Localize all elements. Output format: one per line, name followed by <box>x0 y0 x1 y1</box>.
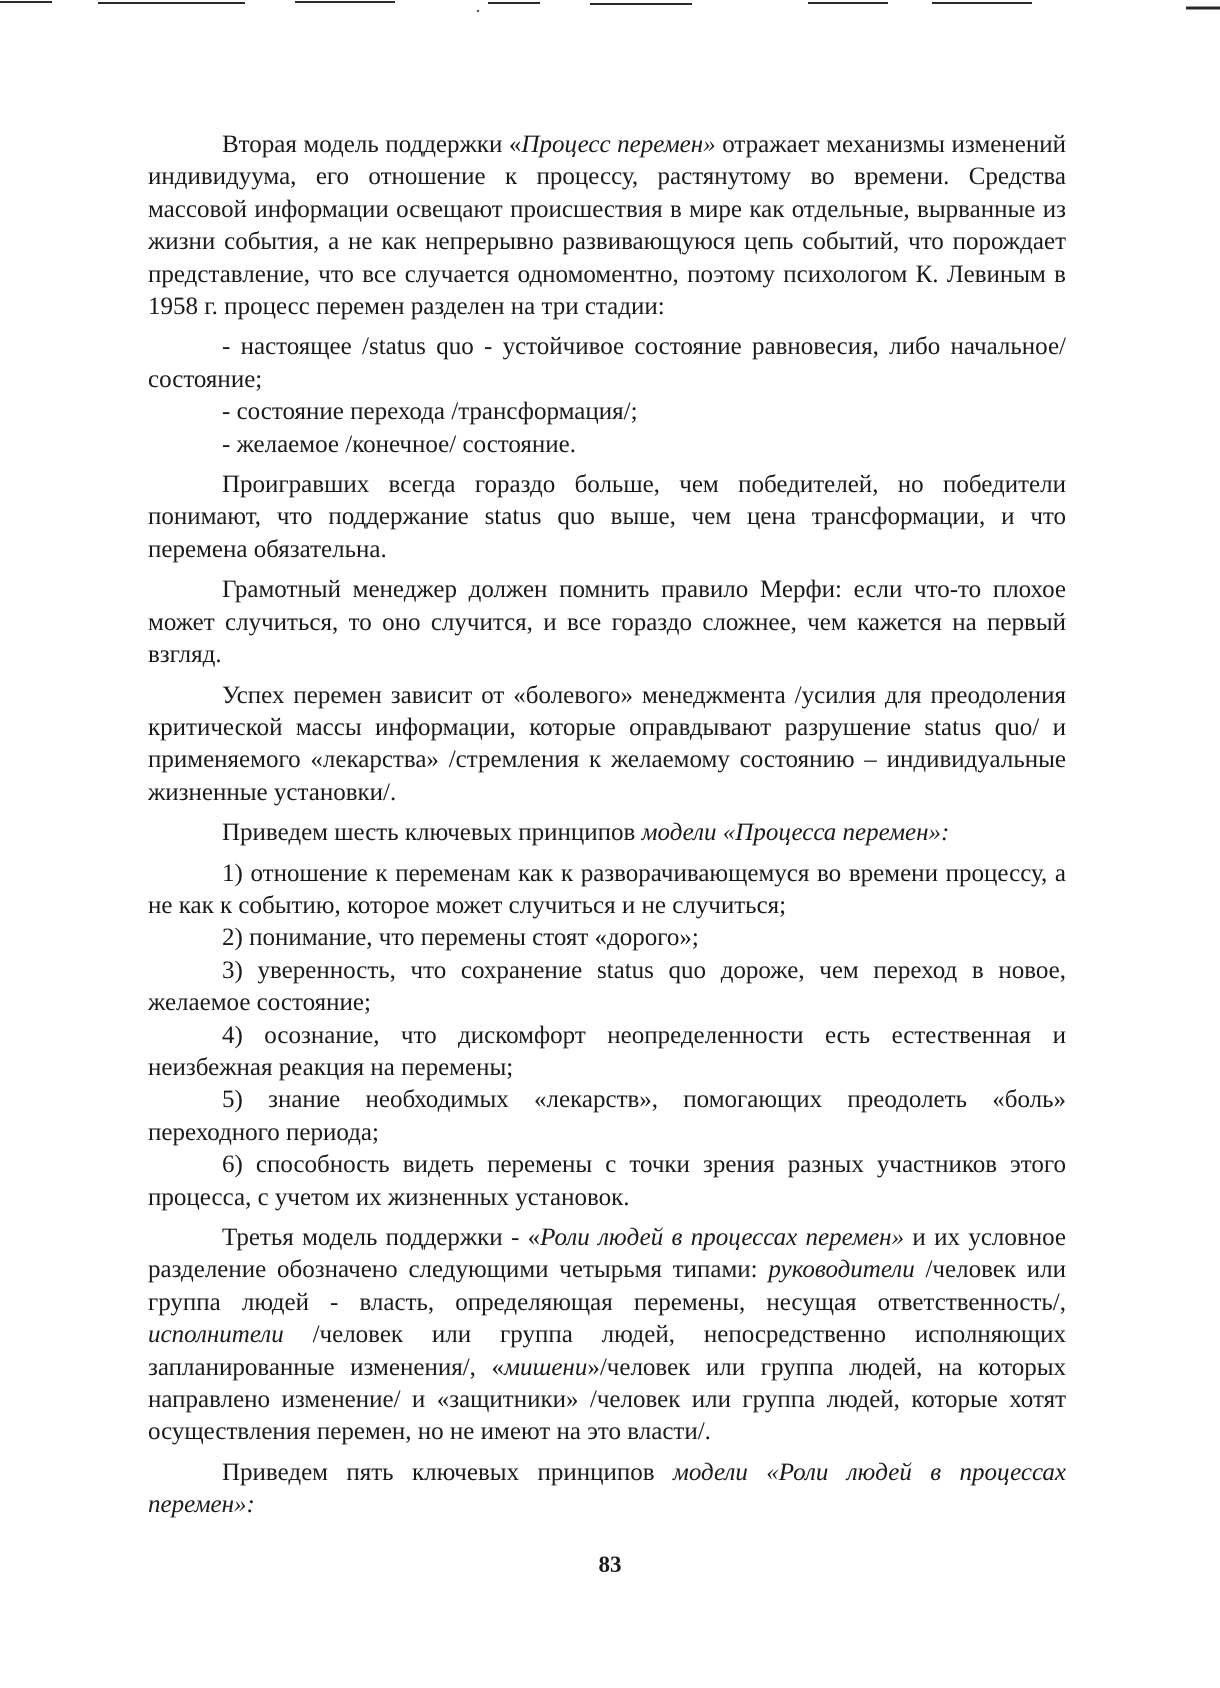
italic-text: мишени <box>504 1353 588 1381</box>
text-run: Приведем шесть ключевых принципов <box>222 819 642 847</box>
paragraph <box>148 1084 1066 1149</box>
paragraph <box>148 858 1066 923</box>
text-run: Грамотный менеджер должен помнить правило Мерфи: если что-то плохое может случиться, то оно случится, и все гораздо сложнее, чем кажется на первый взгляд. <box>148 576 1066 669</box>
text-run: Приведем пять ключевых принципов <box>222 1458 673 1486</box>
page-number: 83 <box>598 1552 622 1577</box>
paragraph <box>148 469 1066 566</box>
paragraph <box>148 129 1066 323</box>
text-run: 5) знание необходимых «лекарств», помогающих преодолеть «боль» переходного периода; <box>148 1086 1066 1146</box>
italic-text: Роли людей в процессах перемен» <box>540 1224 905 1251</box>
text-run: Третья модель поддержки - « <box>222 1224 541 1251</box>
paragraph <box>148 574 1066 671</box>
text-run: Успех перемен зависит от «болевого» менеджмента /усилия для преодоления критической массы информации, которые оправдывают разрушение status quo/ и применяемого «лекарства» /стремления к желаемому состоянию – индивидуальные жизненные установки/. <box>148 681 1066 806</box>
paragraph <box>148 1020 1066 1085</box>
paragraph <box>148 396 1066 428</box>
text-run: 4) осознание, что дискомфорт неопределенности есть естественная и неизбежная реакция на перемены; <box>148 1021 1066 1081</box>
text-run: - настоящее /status quo - устойчивое состояние равновесия, либо начальное/ состояние; <box>148 333 1066 393</box>
text-run: /человек или группа людей - власть, определяющая перемены, несущая ответственность/, <box>148 1256 1066 1316</box>
paragraph <box>148 331 1066 396</box>
paragraph <box>148 955 1066 1020</box>
paragraph <box>148 429 1066 461</box>
paragraph <box>148 922 1066 954</box>
paragraph <box>148 817 1066 849</box>
italic-text: руководители <box>768 1256 915 1284</box>
text-run: - состояние перехода /трансформация/; <box>222 398 638 426</box>
italic-text: модели «Процесса перемен»: <box>641 819 950 847</box>
paragraph <box>148 1457 1066 1522</box>
text-run: 3) уверенность, что сохранение status quo дороже, чем переход в новое, желаемое состояние; <box>148 956 1066 1017</box>
text-run: »/человек или группа людей, на которых направлено изменение/ и «защитники» /человек или группа людей, которые хотят осуществления перемен, но не имеют на это власти/. <box>148 1353 1066 1446</box>
italic-text: исполнители <box>148 1321 284 1349</box>
scan-edge-marks <box>0 0 1220 20</box>
italic-text: Процесс перемен» <box>521 131 716 158</box>
text-run: Вторая модель поддержки « <box>222 131 522 158</box>
paragraph <box>148 680 1066 810</box>
text-run: Проигравших всегда гораздо больше, чем победителей, но победители понимают, что поддержание status quo выше, чем цена трансформации, и что перемена обязательна. <box>148 471 1066 563</box>
text-run: /человек или группа людей, непосредственно исполняющих запланированные изменения/, « <box>148 1321 1066 1381</box>
text-run: и их условное разделение обозначено следующими четырьмя типами: <box>148 1224 1066 1284</box>
paragraph <box>148 1149 1066 1214</box>
body-text <box>148 129 1066 1522</box>
text-run: отражает механизмы изменений индивидуума, его отношение к процессу, растянутому во времени. Средства массовой информации освещают происшествия в мире как отдельные, вырванные из жизни события, а не как непрерывно развивающуюся цепь событий, что порождает представление, что все случается одномоментно, поэтому психологом К. Левиным в 1958 г. процесс перемен разделен на три стадии: <box>148 131 1066 321</box>
text-run: 2) понимание, что перемены стоят «дорого»; <box>222 924 699 952</box>
italic-text: модели «Роли людей в процессах перемен»: <box>148 1458 1066 1519</box>
text-run: 6) способность видеть перемены с точки зрения разных участников этого процесса, с учетом их жизненных установок. <box>148 1151 1066 1211</box>
paragraph <box>148 1222 1066 1449</box>
text-run: 1) отношение к переменам как к разворачивающемуся во времени процессу, а не как к событию, которое может случиться и не случиться; <box>148 859 1066 919</box>
text-run: - желаемое /конечное/ состояние. <box>222 430 577 458</box>
